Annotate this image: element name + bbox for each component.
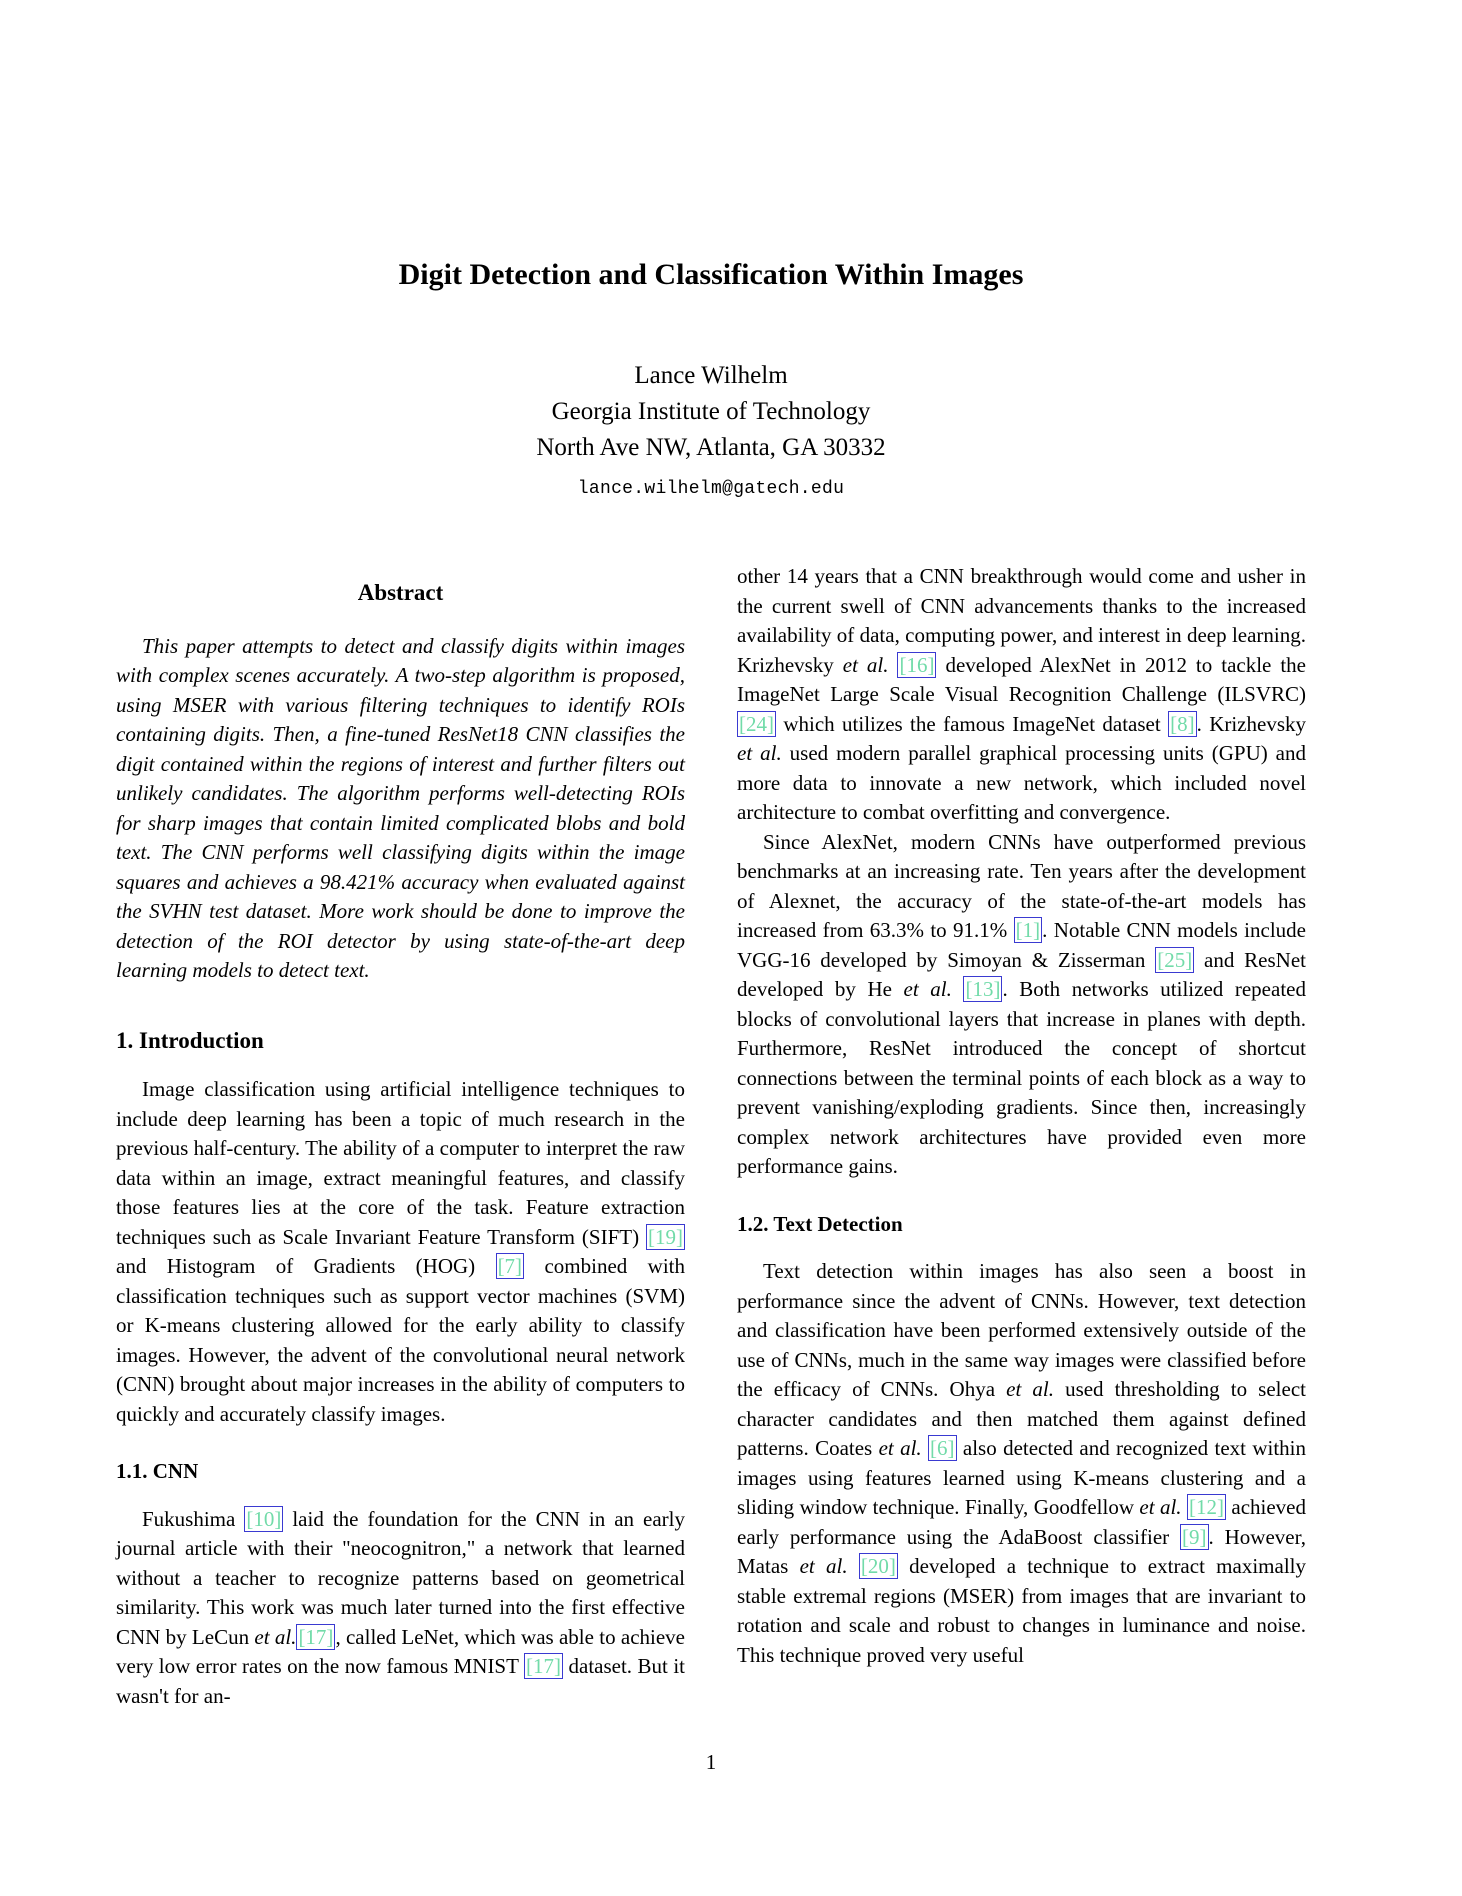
citation-link[interactable]: [17] xyxy=(298,1624,334,1649)
text-segment xyxy=(848,1554,859,1578)
left-column xyxy=(116,556,685,1711)
section-heading-introduction: 1. Introduction xyxy=(116,1027,264,1053)
author-affiliation: Georgia Institute of Technology xyxy=(551,398,871,425)
alexnet-paragraph xyxy=(737,828,1306,1182)
citation-link[interactable]: [17] xyxy=(526,1654,562,1678)
text-segment: Text detection within images has also seen a boost in performance since the advent of CNNs. However, text detection and classification have been performed extensively outside of the use of CNNs, much in the same way images were classified before the efficacy of CNNs. Ohya xyxy=(737,1259,1306,1401)
two-column-body xyxy=(116,556,1306,1711)
text-segment: developed AlexNet in 2012 to tackle the ImageNet Large Scale Visual Recognition Challenge (ILSVRC) xyxy=(737,652,1306,706)
text-segment: laid the foundation for the CNN in an early journal article with their "neocognitron," a network that learned without a teacher to recognize patterns based on geometrical similarity. This work was much later turned into the first effective CNN by LeCun xyxy=(116,1506,686,1649)
text-segment-italic: et al. xyxy=(842,652,889,677)
text-segment: dataset. But it wasn't for an- xyxy=(116,1654,685,1708)
text-segment: , called LeNet, which was able to achieve very low error rates on the now famous MNIST xyxy=(116,1624,686,1678)
abstract-heading: Abstract xyxy=(357,580,444,605)
citation-link[interactable]: [25] xyxy=(1157,947,1193,972)
subsection-heading-cnn: 1.1. CNN xyxy=(116,1459,199,1483)
introduction-paragraph xyxy=(116,1075,685,1429)
text-segment: combined with classification techniques such as support vector machines (SVM) or K-means clustering allowed for the early ability to classify images. However, the advent of the convolutional neural network (CNN) brought about major increases in the ability of computers to quickly and accurately classify images. xyxy=(116,1254,685,1426)
paper-header xyxy=(116,256,1306,500)
citation-link[interactable]: [9] xyxy=(1182,1524,1207,1549)
citation-link[interactable]: [16] xyxy=(899,652,935,677)
subsection-heading-text-detection: 1.2. Text Detection xyxy=(737,1211,903,1236)
text-segment: used modern parallel graphical processing units (GPU) and more data to innovate a new network, which included novel architecture to combat overfitting and convergence. xyxy=(737,741,1306,824)
author-name: Lance Wilhelm xyxy=(634,362,788,389)
citation-link[interactable]: [8] xyxy=(1170,711,1195,736)
text-segment-italic: et al. xyxy=(254,1624,297,1649)
text-segment: Fukushima xyxy=(142,1506,245,1531)
citation-link[interactable]: [19] xyxy=(648,1224,683,1249)
citation-link[interactable]: [7] xyxy=(497,1254,523,1278)
continuation-paragraph xyxy=(737,562,1306,828)
cnn-paragraph xyxy=(116,1505,685,1712)
citation-link[interactable]: [20] xyxy=(860,1554,896,1578)
author-address: North Ave NW, Atlanta, GA 30332 xyxy=(536,434,886,461)
text-segment: Since AlexNet, modern CNNs have outperformed previous benchmarks at an increasing rate. Ten years after the development of Alexnet, the accuracy of the state-of-the-art models has increased from 63.3% to 91.1% xyxy=(737,829,1306,942)
text-segment-italic: et al. xyxy=(903,977,952,1001)
text-segment-italic: et al. xyxy=(799,1554,848,1578)
citation-link[interactable]: [1] xyxy=(1015,918,1041,942)
abstract-paragraph: This paper attempts to detect and classify digits within images with complex scenes accurately. A two-step algorithm is proposed, using MSER with various filtering techniques to identify ROIs containing digits. Then, a fine-tuned ResNet18 CNN classifies the digit contained within the regions of interest and further filters out unlikely candidates. The algorithm performs well-detecting ROIs for sharp images that contain limited complicated blobs and bold text. The CNN performs well classifying digits within the image squares and achieves a 98.421% accuracy when evaluated against the SVHN test dataset. More work should be done to improve the detection of the ROI detector by using state-of-the-art deep learning models to detect text. xyxy=(116,633,685,982)
citation-link[interactable]: [6] xyxy=(930,1436,955,1460)
paper-title: Digit Detection and Classification Within Images xyxy=(398,258,1024,291)
text-segment: also detected and recognized text within images using features learned using K-means clustering and a sliding window technique. Finally, Goodfellow xyxy=(737,1436,1307,1519)
text-segment-italic: et al. xyxy=(737,741,782,765)
citation-link[interactable]: [13] xyxy=(965,977,1001,1001)
citation-link[interactable]: [10] xyxy=(246,1506,282,1531)
page-number: 1 xyxy=(705,1750,717,1774)
text-segment: . Krizhevsky xyxy=(1196,711,1306,736)
citation-link[interactable]: [12] xyxy=(1188,1495,1224,1519)
text-segment: used thresholding to select character candidates and then matched them against defined patterns. Coates xyxy=(737,1377,1306,1460)
text-segment: and Histogram of Gradients (HOG) xyxy=(116,1254,496,1278)
text-segment: achieved early performance using the AdaBoost classifier xyxy=(737,1495,1306,1549)
text-segment: and ResNet developed by He xyxy=(737,947,1306,1001)
text-segment: which utilizes the famous ImageNet dataset xyxy=(776,711,1169,736)
text-segment-italic: et al. xyxy=(878,1436,922,1460)
author-email: lance.wilhelm@gatech.edu xyxy=(577,479,845,499)
right-column xyxy=(737,556,1306,1711)
text-segment: . Notable CNN models include VGG-16 developed by Simoyan & Zisserman xyxy=(737,918,1306,972)
text-segment: . However, Matas xyxy=(737,1524,1306,1578)
citation-link[interactable]: [24] xyxy=(739,711,774,736)
text-segment: . Both networks utilized repeated blocks of convolutional layers that increase in planes with depth. Furthermore, ResNet introduced the concept of shortcut connections between the terminal points of each block as a way to prevent vanishing/exploding gradients. Since then, increasingly complex network architectures have provided even more performance gains. xyxy=(737,977,1306,1178)
text-segment-italic: et al. xyxy=(1139,1495,1182,1519)
text-segment: other 14 years that a CNN breakthrough would come and usher in the current swell of CNN advancements thanks to the increased availability of data, computing power, and interest in deep learning. Krizhevsky xyxy=(737,564,1306,677)
text-segment: Image classification using artificial intelligence techniques to include deep learning has been a topic of much research in the previous half-century. The ability of a computer to interpret the raw data within an image, extract meaningful features, and classify those features lies at the core of the task. Feature extraction techniques such as Scale Invariant Feature Transform (SIFT) xyxy=(116,1077,685,1249)
text-segment xyxy=(952,977,964,1001)
text-detection-paragraph xyxy=(737,1257,1306,1670)
text-segment-italic: et al. xyxy=(1006,1377,1054,1401)
text-segment: developed a technique to extract maximally stable extremal regions (MSER) from images that are invariant to rotation and scale and robust to changes in luminance and noise. This technique proved very useful xyxy=(737,1554,1306,1667)
